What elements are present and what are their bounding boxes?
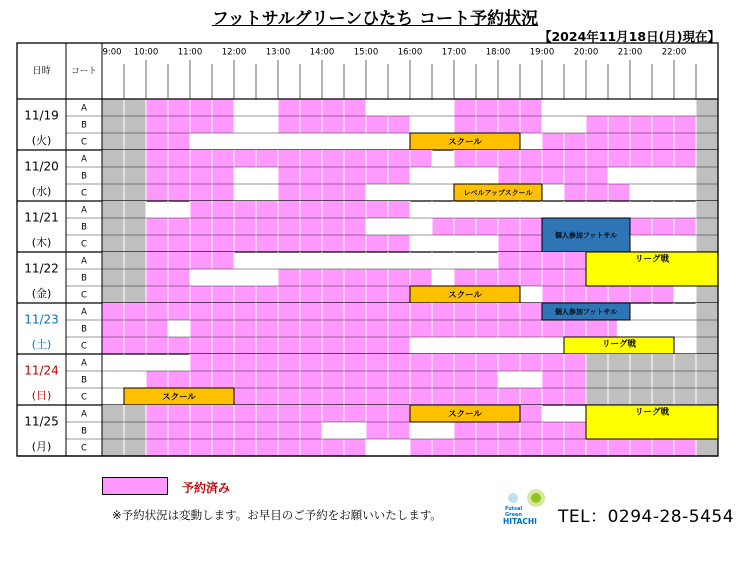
logo-text: HITACHI — [503, 517, 537, 526]
court-label: B — [81, 171, 87, 182]
court-label: C — [81, 188, 87, 199]
time-label: 16:00 — [397, 47, 423, 58]
header-date-label: 日時 — [32, 66, 51, 77]
court-label: A — [81, 358, 87, 369]
booked-block — [454, 150, 696, 167]
league-event-label: リーグ戦 — [634, 254, 670, 265]
closed-block — [696, 201, 718, 252]
day-of-week: (金) — [31, 287, 52, 300]
court-label: B — [81, 222, 87, 233]
header-court-label: コート — [71, 66, 97, 77]
futsal-green-hitachi-logo — [502, 486, 548, 526]
booked-block — [586, 320, 617, 337]
as-of-date: 【2024年11月18日(月)現在】 — [538, 29, 720, 44]
school-event-label: スクール — [448, 137, 482, 148]
telephone-number: TEL：0294-28-5454 — [558, 507, 735, 527]
court-label: A — [81, 154, 87, 165]
school-event-label: スクール — [162, 392, 196, 403]
school-event-label: スクール — [448, 290, 482, 301]
time-label: 21:00 — [617, 47, 643, 58]
school-event-label: レベルアップスクール — [463, 189, 533, 197]
time-label: 11:00 — [177, 47, 203, 58]
court-label: A — [81, 409, 87, 420]
time-label: 10:00 — [133, 47, 159, 58]
booked-block — [102, 320, 168, 337]
booked-block — [410, 439, 696, 456]
footer-note: ※予約状況は変動します。お早目のご予約をお願いいたします。 — [112, 508, 442, 522]
booked-block — [520, 405, 542, 422]
court-label: C — [81, 341, 87, 352]
court-label: A — [81, 103, 87, 114]
legend-label-booked: 予約済み — [182, 481, 231, 495]
time-label: 13:00 — [265, 47, 291, 58]
day-date: 11/19 — [24, 108, 59, 123]
booked-block — [564, 184, 630, 201]
day-of-week: (火) — [31, 134, 52, 147]
page-title-text: フットサルグリーンひたち コート予約状況 — [211, 9, 539, 29]
legend-swatch-booked — [102, 477, 168, 495]
court-label: B — [81, 273, 87, 284]
time-label: 19:00 — [529, 47, 555, 58]
day-date: 11/21 — [24, 210, 59, 225]
school-event-label: スクール — [448, 409, 482, 420]
day-of-week: (木) — [31, 236, 52, 249]
time-label: 22:00 — [661, 47, 687, 58]
time-label: 20:00 — [573, 47, 599, 58]
time-label: 17:00 — [441, 47, 467, 58]
booked-block — [542, 133, 696, 150]
court-label: B — [81, 426, 87, 437]
booked-block — [586, 116, 696, 133]
court-label: A — [81, 205, 87, 216]
court-label: A — [81, 307, 87, 318]
day-of-week: (日) — [31, 389, 52, 402]
day-date: 11/25 — [24, 414, 59, 429]
individual-event-label: 個人参加フットサル — [554, 308, 618, 316]
time-label: 15:00 — [353, 47, 379, 58]
court-label: C — [81, 137, 87, 148]
booked-block — [278, 269, 432, 286]
league-event-label: リーグ戦 — [601, 339, 637, 350]
closed-block — [696, 303, 718, 354]
booked-block — [146, 150, 432, 167]
logo-text: Futsal — [505, 506, 523, 512]
closed-block — [696, 150, 718, 201]
booked-block — [630, 218, 696, 235]
court-label: A — [81, 256, 87, 267]
court-label: C — [81, 239, 87, 250]
day-date: 11/24 — [24, 363, 59, 378]
day-date: 11/23 — [24, 312, 59, 327]
day-of-week: (月) — [31, 440, 52, 453]
individual-event-label: 個人参加フットサル — [554, 231, 618, 240]
day-of-week: (土) — [31, 338, 52, 351]
court-label: C — [81, 392, 87, 403]
court-label: B — [81, 324, 87, 335]
court-label: C — [81, 443, 87, 454]
time-label: 14:00 — [309, 47, 335, 58]
day-date: 11/20 — [24, 159, 59, 174]
court-label: C — [81, 290, 87, 301]
closed-block — [696, 99, 718, 150]
booked-block — [498, 167, 608, 184]
day-date: 11/22 — [24, 261, 59, 276]
league-event-label: リーグ戦 — [634, 407, 670, 418]
court-label: B — [81, 375, 87, 386]
day-of-week: (水) — [31, 185, 52, 198]
time-label: 18:00 — [485, 47, 511, 58]
time-label: 9:00 — [102, 47, 122, 58]
booked-block — [454, 422, 608, 439]
logo-text: Green — [505, 512, 522, 518]
time-label: 12:00 — [221, 47, 247, 58]
court-label: B — [81, 120, 87, 131]
